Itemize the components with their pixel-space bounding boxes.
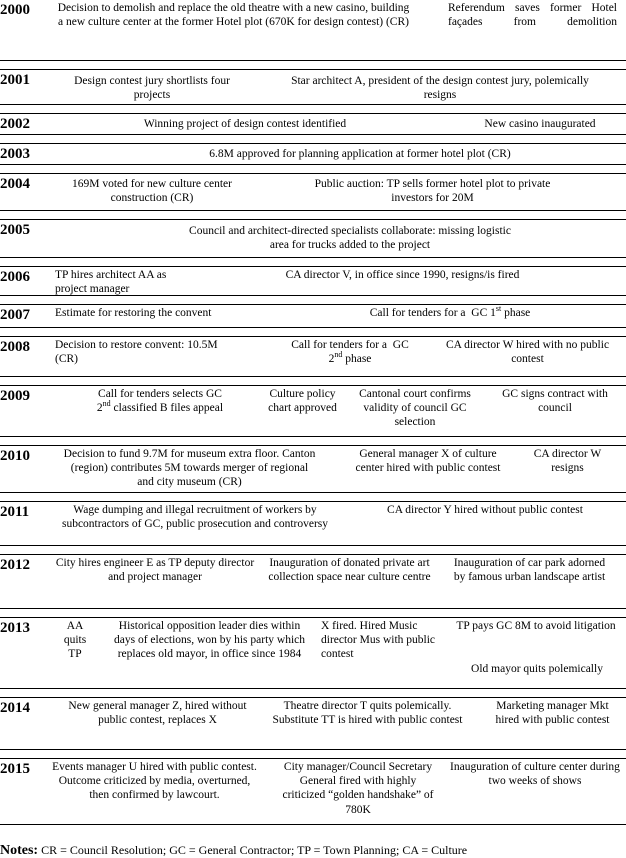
event-cell: City hires engineer E as TP deputy director and project manager [55,557,255,584]
year-label: 2015 [0,761,30,777]
year-label: 2005 [0,222,30,238]
year-row-2002 [0,113,626,143]
event-cell: TP pays GC 8M to avoid litigation [456,620,616,632]
year-label: 2007 [0,307,30,323]
event-cell: TP hires architect AA as project manager [55,269,167,296]
row-divider [0,688,626,697]
event-cell: Council and architect-directed specialists collaborate: missing logistic area for trucks added to the project [189,225,511,252]
row-divider [0,608,626,617]
event-cell: Call for tenders for a GC 1st phase [369,304,531,319]
event-cell: Estimate for restoring the convent [55,307,212,319]
event-cell: Decision to fund 9.7M for museum extra floor. Canton (region) contributes 5M towards merger of regional and city museum (CR) [63,448,316,489]
event-cell: General manager X of culture center hired with public contest [355,448,501,475]
year-row-2007 [0,304,626,336]
event-cell: Public auction: TP sells former hotel plot to private investors for 20M [314,178,551,205]
event-cell: New general manager Z, hired without public contest, replaces X [68,700,247,727]
row-divider [0,104,626,113]
row-divider [0,327,626,336]
event-cell: Theatre director T quits polemically. Substitute TT is hired with public contest [272,700,463,727]
event-cell: Wage dumping and illegal recruitment of workers by subcontractors of GC, public prosecution and controversy [61,504,329,531]
event-cell: CA director V, in office since 1990, resigns/is fired [285,269,520,281]
year-row-2006 [0,266,626,304]
event-cell: City manager/Council Secretary General fired with highly criticized “golden handshake” of 780K [282,761,434,816]
year-label: 2000 [0,2,30,18]
year-row-2004 [0,173,626,219]
event-cell: X fired. Hired Music director Mus with public contest [321,620,436,661]
event-cell: Call for tenders for a GC 2nd phase [291,339,409,366]
row-divider [0,164,626,173]
year-label: 2010 [0,448,30,464]
event-cell: Old mayor quits polemically [471,663,603,675]
event-cell: Historical opposition leader dies within days of elections, won by his party which replaces old mayor, in office since 1984 [114,620,305,661]
year-label: 2009 [0,388,30,404]
event-cell: Inauguration of donated private art collection space near culture centre [268,557,431,584]
event-cell: 6.8M approved for planning application at former hotel plot (CR) [209,148,511,160]
year-label: 2014 [0,700,30,716]
year-row-2012 [0,554,626,617]
year-label: 2001 [0,72,30,88]
notes-text: CR = Council Resolution; GC = General Contractor; TP = Town Planning; CA = Culture [41,843,468,857]
row-divider [0,134,626,143]
event-cell: Marketing manager Mkt hired with public contest [495,700,610,727]
row-divider [0,492,626,501]
year-row-2009 [0,385,626,445]
event-cell: Referendum saves former Hotel façades from demolition [448,2,617,29]
year-row-2001 [0,69,626,113]
year-label: 2004 [0,176,30,192]
year-label: 2008 [0,339,30,355]
event-cell: Inauguration of car park adorned by famous urban landscape artist [453,557,606,584]
event-cell: Winning project of design contest identified [143,118,347,130]
row-divider [0,824,626,833]
year-row-2003 [0,143,626,173]
notes-label: Notes: [0,843,39,858]
event-cell: Call for tenders selects GC 2nd classified B files appeal [96,388,224,415]
event-cell: CA director Y hired without public contest [387,504,583,516]
event-cell: 169M voted for new culture center construction (CR) [72,178,232,205]
year-row-2008 [0,336,626,385]
year-label: 2013 [0,620,30,636]
year-row-2015 [0,758,626,833]
year-row-2010 [0,445,626,501]
year-label: 2006 [0,269,30,285]
event-cell: CA director W hired with no public contest [445,339,610,366]
row-divider [0,257,626,266]
event-cell: Design contest jury shortlists four projects [74,75,230,102]
row-divider [0,60,626,69]
year-label: 2003 [0,146,30,162]
row-divider [0,545,626,554]
event-cell: Cantonal court confirms validity of council GC selection [359,388,471,429]
row-divider [0,295,626,304]
event-cell: GC signs contract with council [502,388,608,415]
year-row-2000 [0,0,626,69]
event-cell: Inauguration of culture center during two weeks of shows [450,761,620,788]
row-divider [0,436,626,445]
event-cell: Decision to demolish and replace the old theatre with a new casino, building a new culture center at the former Hotel plot (670K for design contest) (CR) [57,2,410,29]
year-row-2011 [0,501,626,554]
event-cell: Culture policy chart approved [268,388,337,415]
row-divider [0,210,626,219]
event-cell: New casino inaugurated [484,118,596,130]
row-divider [0,376,626,385]
row-divider [0,749,626,758]
year-label: 2002 [0,116,30,132]
event-cell: Decision to restore convent: 10.5M (CR) [55,339,218,366]
event-cell: Star architect A, president of the design contest jury, polemically resigns [291,75,589,102]
year-row-2013 [0,617,626,697]
event-cell: CA director W resigns [533,448,602,475]
year-label: 2012 [0,557,30,573]
notes [0,843,467,858]
year-label: 2011 [0,504,30,520]
event-cell: AA quits TP [63,620,87,661]
year-row-2005 [0,219,626,266]
year-row-2014 [0,697,626,758]
event-cell: Events manager U hired with public contest. Outcome criticized by media, overturned, then confirmed by lawcourt. [52,761,257,802]
